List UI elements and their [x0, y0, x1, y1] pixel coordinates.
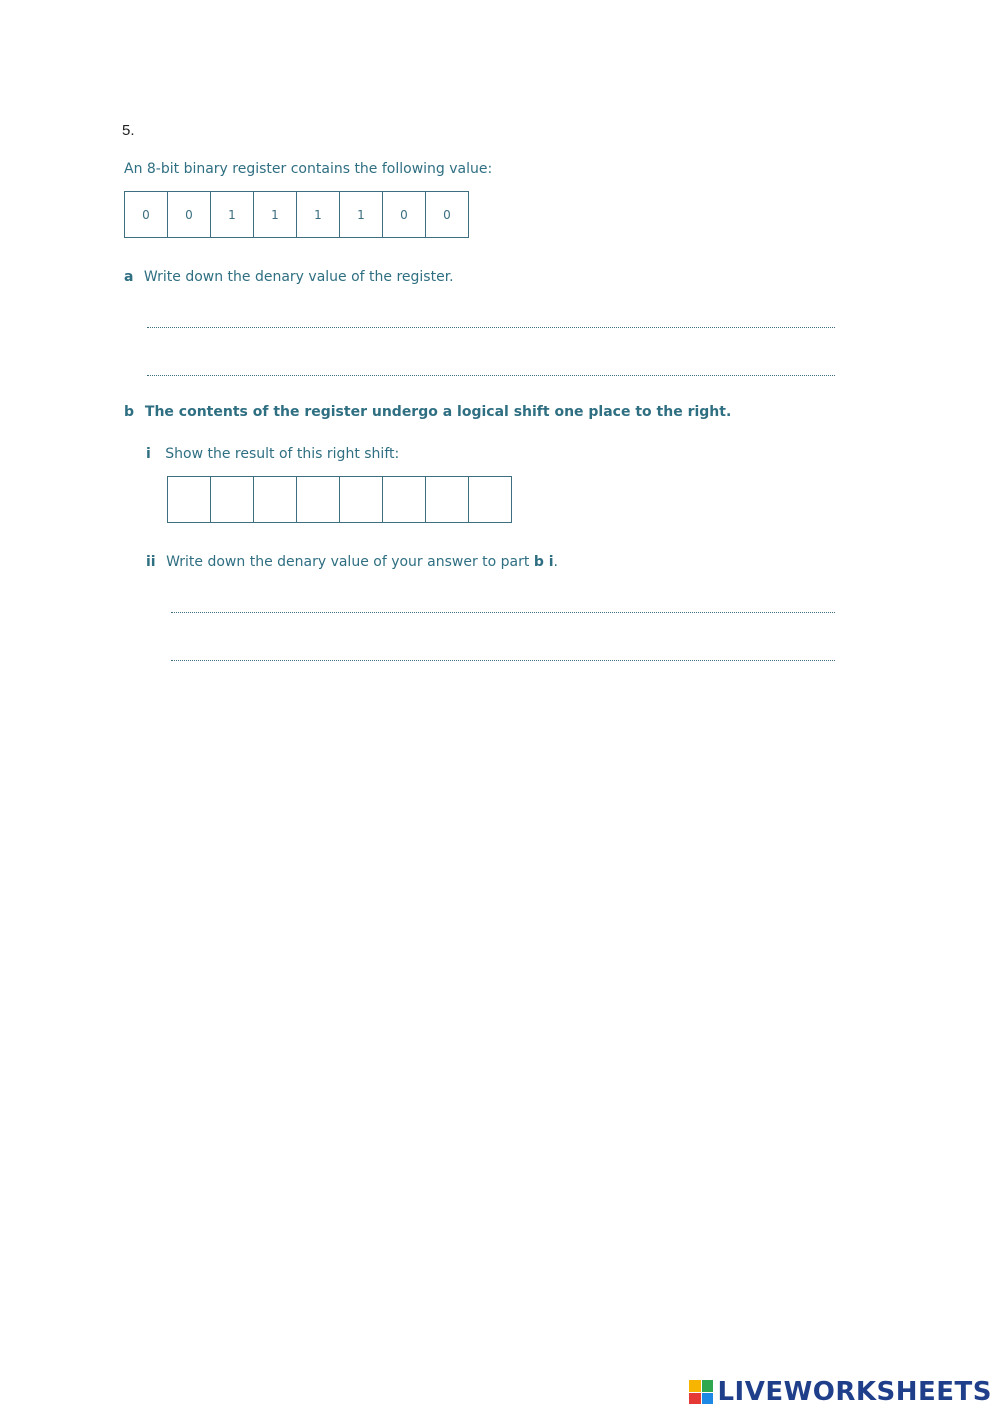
part-b-text: The contents of the register undergo a logical shift one place to the right.: [144, 404, 732, 420]
register-bit: 1: [254, 192, 297, 237]
register-bit: 1: [340, 192, 383, 237]
register-bit: 1: [211, 192, 254, 237]
register-bit: 0: [443, 207, 451, 222]
answer-bit-cell[interactable]: [168, 477, 211, 522]
answer-bit-cell[interactable]: [469, 477, 511, 522]
part-b-i-numeral: i: [146, 446, 151, 462]
answer-line-b2[interactable]: [171, 660, 835, 661]
answer-bit-cell[interactable]: [297, 477, 340, 522]
part-b: [124, 404, 731, 420]
question-intro: An 8-bit binary register contains the following value:: [124, 161, 493, 177]
answer-bit-cell[interactable]: [211, 477, 254, 522]
answer-bit-cell[interactable]: [340, 477, 383, 522]
part-b-i-text: Show the result of this right shift:: [165, 446, 400, 462]
part-b-letter: b: [124, 404, 135, 420]
register-bit: 0: [168, 192, 211, 237]
register-given: [124, 191, 469, 238]
part-a-text: Write down the denary value of the register.: [143, 269, 454, 285]
register-bit: 0: [383, 192, 426, 237]
part-b-ii-text: Write down the denary value of your answer to part: [166, 554, 534, 570]
liveworksheets-wordmark: LIVEWORKSHEETS: [717, 1377, 992, 1407]
liveworksheets-logo-icon: [689, 1380, 713, 1404]
answer-bit-cell[interactable]: [383, 477, 426, 522]
part-a-letter: a: [124, 269, 134, 285]
answer-bit-cell[interactable]: [254, 477, 297, 522]
answer-line-a2[interactable]: [147, 375, 835, 376]
register-bit: 0: [125, 192, 168, 237]
logo-square: [689, 1380, 701, 1392]
part-b-i: [146, 446, 399, 462]
answer-line-b1[interactable]: [171, 612, 835, 613]
part-b-ii-ref: b i: [533, 554, 554, 570]
answer-bit-cell[interactable]: [426, 477, 469, 522]
part-b-ii-numeral: ii: [146, 554, 156, 570]
register-bit: 1: [297, 192, 340, 237]
part-b-ii: [146, 554, 558, 570]
part-a: [124, 269, 454, 285]
register-answer: [167, 476, 512, 523]
answer-line-a1[interactable]: [147, 327, 835, 328]
logo-square: [689, 1393, 701, 1405]
logo-square: [702, 1380, 714, 1392]
liveworksheets-brand: [689, 1377, 992, 1407]
part-b-ii-end: .: [553, 554, 558, 570]
logo-square: [702, 1393, 714, 1405]
question-number: 5.: [122, 122, 135, 139]
